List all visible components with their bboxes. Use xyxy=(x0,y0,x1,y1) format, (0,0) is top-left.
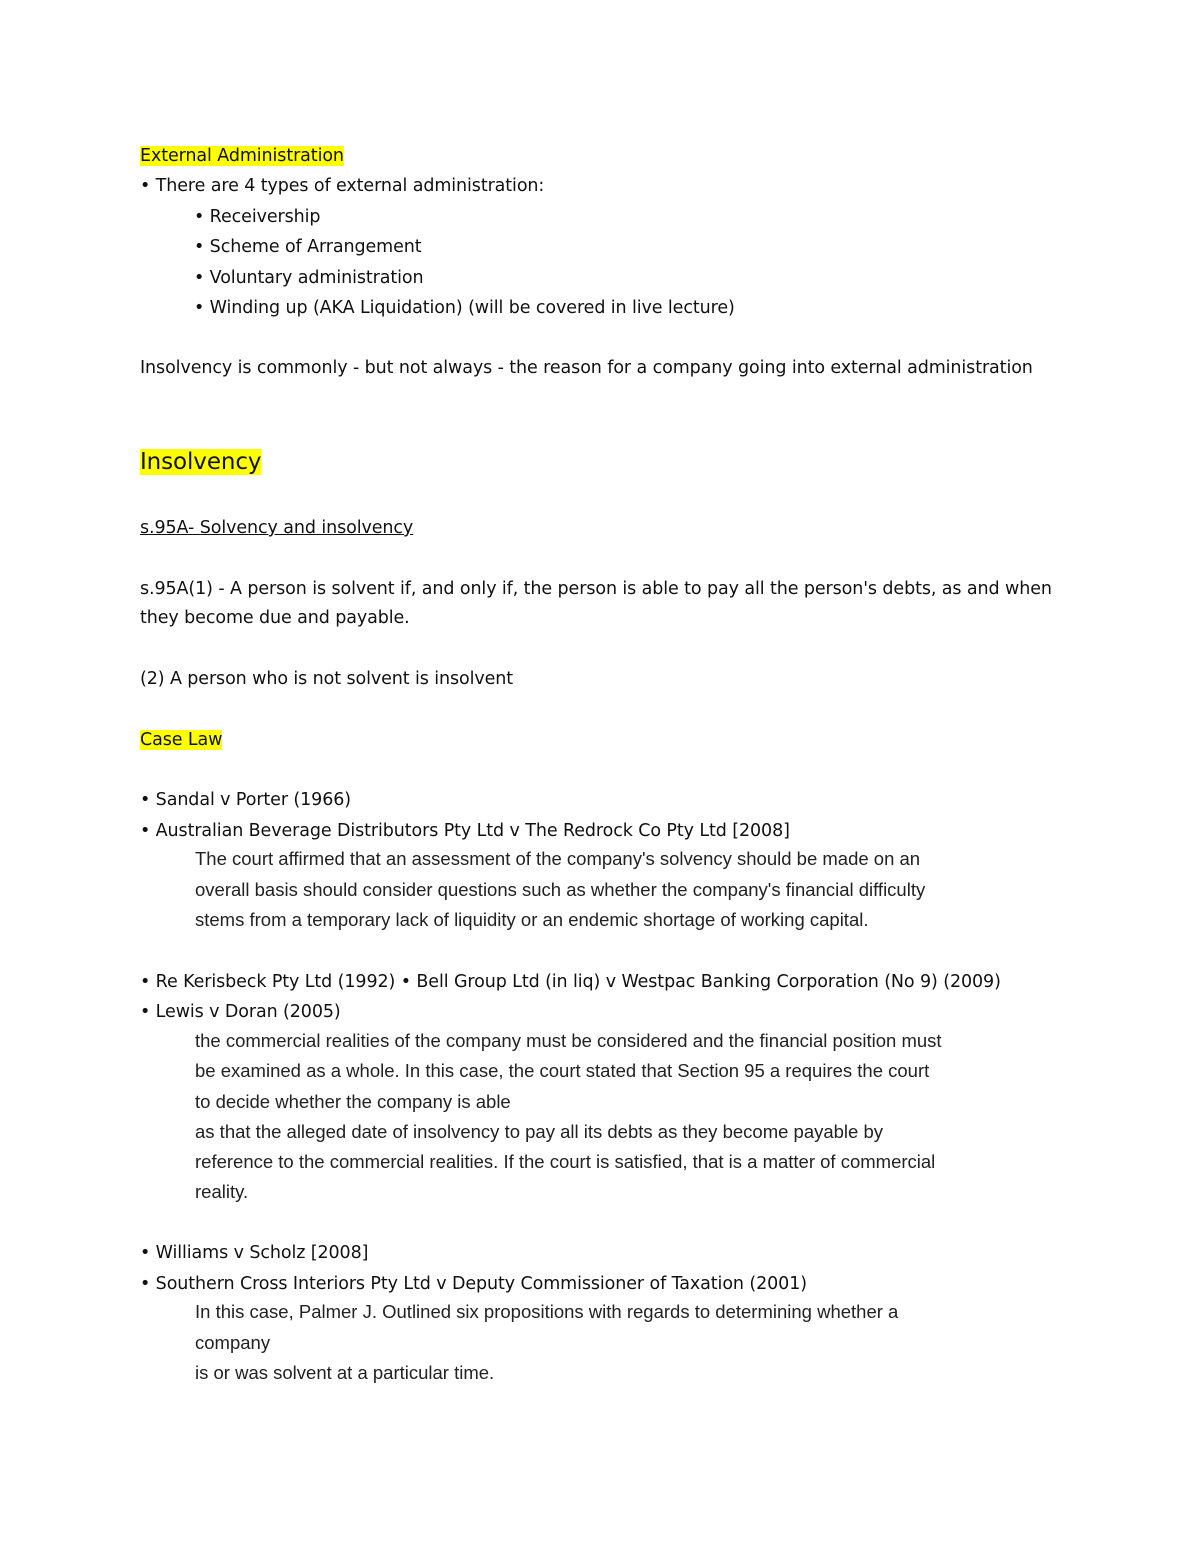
s95a-2: (2) A person who is not solvent is insolvent xyxy=(140,669,514,689)
case-law-heading: Case Law xyxy=(140,730,223,750)
case-note: as that the alleged date of insolvency to pay all its debts as they become payable by xyxy=(195,1121,884,1142)
case-note: reality. xyxy=(195,1181,249,1202)
case-item: • Southern Cross Interiors Pty Ltd v Deputy Commissioner of Taxation (2001) xyxy=(140,1274,807,1294)
s95a-1-line1: s.95A(1) - A person is solvent if, and only if, the person is able to pay all the person's debts, as and when xyxy=(140,579,1052,599)
case-note: reference to the commercial realities. If the court is satisfied, that is a matter of commercial xyxy=(195,1151,936,1172)
case-note: is or was solvent at a particular time. xyxy=(195,1362,495,1383)
case-note: be examined as a whole. In this case, the court stated that Section 95 a requires the court xyxy=(195,1060,930,1081)
case-note: In this case, Palmer J. Outlined six propositions with regards to determining whether a xyxy=(195,1301,899,1322)
case-item: • Lewis v Doran (2005) xyxy=(140,1002,341,1022)
case-note: stems from a temporary lack of liquidity or an endemic shortage of working capital. xyxy=(195,909,869,930)
case-note: to decide whether the company is able xyxy=(195,1091,511,1112)
type-item: • Receivership xyxy=(194,207,321,227)
external-administration-heading: External Administration xyxy=(140,146,344,166)
insolvency-note: Insolvency is commonly - but not always - the reason for a company going into external administration xyxy=(140,358,1033,378)
types-intro: • There are 4 types of external administration: xyxy=(140,176,545,196)
case-note: the commercial realities of the company must be considered and the financial position must xyxy=(195,1030,942,1051)
case-note: The court affirmed that an assessment of the company's solvency should be made on an xyxy=(195,848,921,869)
s95a-1-line2: they become due and payable. xyxy=(140,608,410,628)
case-item: • Australian Beverage Distributors Pty Ltd v The Redrock Co Pty Ltd [2008] xyxy=(140,821,790,841)
case-note: company xyxy=(195,1332,271,1353)
s95a-subheading: s.95A- Solvency and insolvency xyxy=(140,518,414,538)
type-item: • Scheme of Arrangement xyxy=(194,237,422,257)
case-item: • Re Kerisbeck Pty Ltd (1992) • Bell Group Ltd (in liq) v Westpac Banking Corporation (No 9) (2009) xyxy=(140,972,1001,992)
type-item: • Voluntary administration xyxy=(194,268,424,288)
case-note: overall basis should consider questions such as whether the company's financial difficulty xyxy=(195,879,926,900)
insolvency-heading: Insolvency xyxy=(140,449,262,475)
type-item: • Winding up (AKA Liquidation) (will be covered in live lecture) xyxy=(194,298,735,318)
case-item: • Sandal v Porter (1966) xyxy=(140,790,351,810)
case-item: • Williams v Scholz [2008] xyxy=(140,1243,369,1263)
